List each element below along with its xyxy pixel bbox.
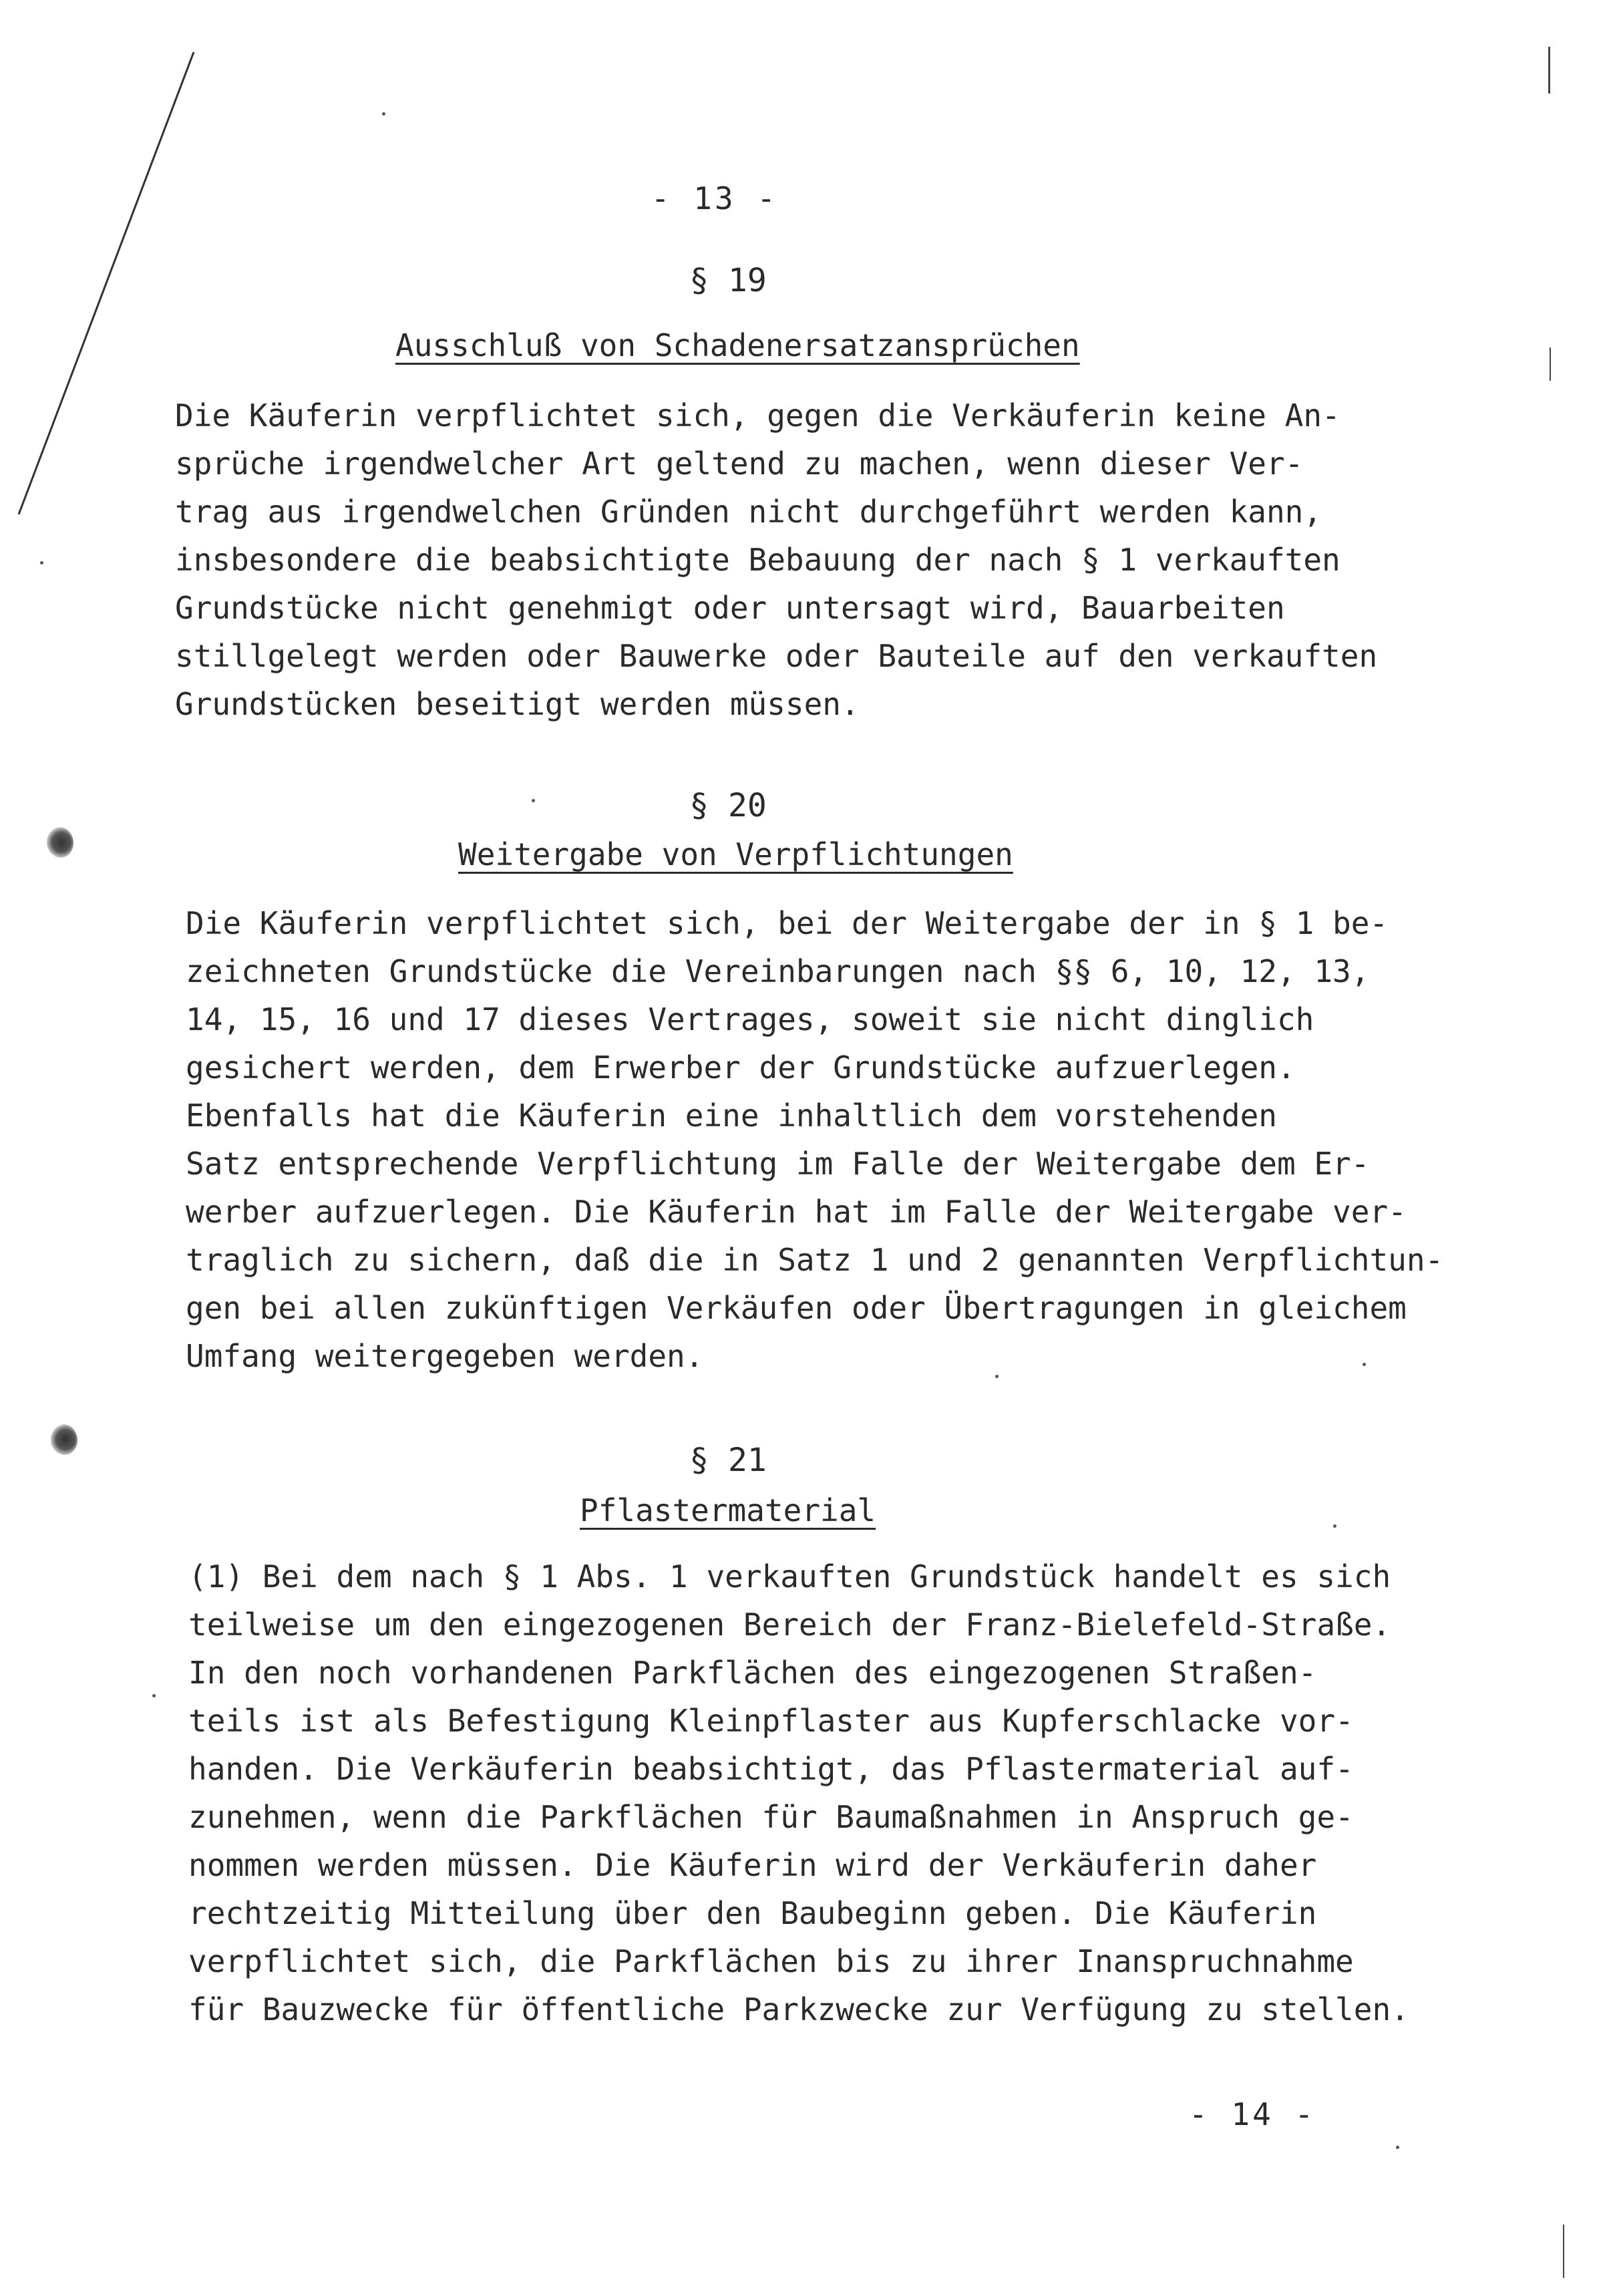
text-line: In den noch vorhandenen Parkflächen des eingezogenen Straßen-	[188, 1655, 1317, 1691]
text-line: nommen werden müssen. Die Käuferin wird der Verkäuferin daher	[188, 1847, 1317, 1883]
text-line: für Bauzwecke für öffentliche Parkzwecke zur Verfügung zu stellen.	[188, 1991, 1409, 2027]
text-line: gen bei allen zukünftigen Verkäufen oder Übertragungen in gleichem	[186, 1290, 1407, 1326]
text-line: insbesondere die beabsichtigte Bebauung der nach § 1 verkauften	[175, 542, 1340, 578]
text-line: (1) Bei dem nach § 1 Abs. 1 verkauften Grundstück handelt es sich	[188, 1559, 1391, 1595]
text-line: handen. Die Verkäuferin beabsichtigt, das Pflastermaterial auf-	[188, 1751, 1354, 1787]
text-line: Grundstücken beseitigt werden müssen.	[175, 686, 860, 722]
speck	[382, 112, 385, 116]
section-number: § 21	[689, 1442, 767, 1479]
text-line: Die Käuferin verpflichtet sich, gegen die Verkäuferin keine An-	[175, 397, 1340, 434]
section-number: § 20	[689, 787, 767, 824]
text-line: Ebenfalls hat die Käuferin eine inhaltlich dem vorstehenden	[186, 1098, 1277, 1134]
text-line: 14, 15, 16 und 17 dieses Vertrages, soweit sie nicht dinglich	[186, 1001, 1314, 1037]
section-title: Pflastermaterial	[580, 1492, 876, 1528]
section-number: § 19	[689, 262, 767, 299]
speck	[1396, 2146, 1399, 2149]
text-line: rechtzeitig Mitteilung über den Baubeginn geben. Die Käuferin	[188, 1895, 1317, 1931]
text-line: teils ist als Befestigung Kleinpflaster aus Kupferschlacke vor-	[188, 1703, 1354, 1739]
section-title: Weitergabe von Verpflichtungen	[458, 836, 1013, 872]
punch-hole	[51, 1424, 77, 1455]
text-line: zeichneten Grundstücke die Vereinbarungen nach §§ 6, 10, 12, 13,	[186, 953, 1370, 989]
next-page-marker: - 14 -	[1189, 2096, 1316, 2132]
punch-hole	[47, 827, 73, 858]
text-line: Satz entsprechende Verpflichtung im Falle der Weitergabe dem Er-	[186, 1146, 1370, 1182]
speck	[532, 799, 535, 802]
section-paragraph	[175, 391, 1511, 728]
right-edge-mark	[1548, 47, 1550, 94]
text-line: verpflichtet sich, die Parkflächen bis zu ihrer Inanspruchnahme	[188, 1943, 1354, 1979]
text-line: traglich zu sichern, daß die in Satz 1 und 2 genannten Verpflichtun-	[186, 1242, 1444, 1278]
section-paragraph	[188, 1552, 1524, 2033]
text-line: werber aufzuerlegen. Die Käuferin hat im Falle der Weitergabe ver-	[186, 1194, 1407, 1230]
right-edge-mark	[1550, 347, 1551, 381]
speck	[152, 1694, 156, 1697]
text-line: zunehmen, wenn die Parkflächen für Baumaßnahmen in Anspruch ge-	[188, 1799, 1354, 1835]
text-line: gesichert werden, dem Erwerber der Grundstücke aufzuerlegen.	[186, 1049, 1296, 1086]
text-line: Umfang weitergegeben werden.	[186, 1338, 704, 1374]
text-line: Die Käuferin verpflichtet sich, bei der Weitergabe der in § 1 be-	[186, 905, 1389, 941]
text-line: trag aus irgendwelchen Gründen nicht durchgeführt werden kann,	[175, 494, 1322, 530]
section-paragraph	[186, 899, 1522, 1380]
right-edge-mark	[1563, 2225, 1564, 2278]
speck	[40, 561, 43, 564]
speck	[1333, 1524, 1336, 1528]
text-line: sprüche irgendwelcher Art geltend zu machen, wenn dieser Ver-	[175, 446, 1304, 482]
text-line: teilweise um den eingezogenen Bereich der Franz-Bielefeld-Straße.	[188, 1607, 1391, 1643]
section-title: Ausschluß von Schadenersatzansprüchen	[395, 327, 1080, 363]
page-number: - 13 -	[651, 180, 779, 216]
text-line: stillgelegt werden oder Bauwerke oder Bauteile auf den verkauften	[175, 638, 1378, 674]
text-line: Grundstücke nicht genehmigt oder untersagt wird, Bauarbeiten	[175, 590, 1285, 626]
